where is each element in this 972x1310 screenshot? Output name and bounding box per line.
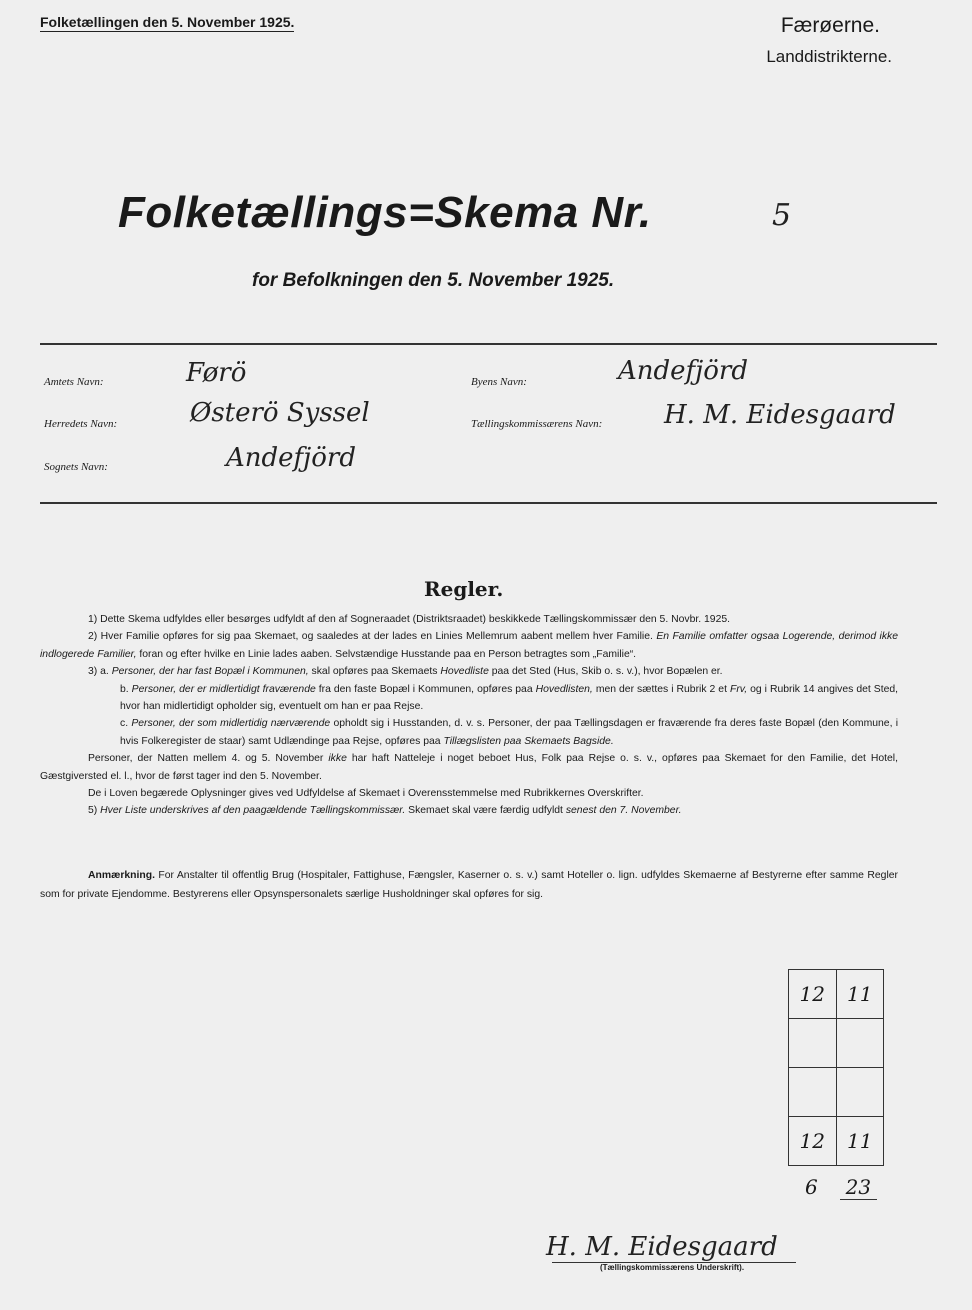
tally-row xyxy=(789,970,884,1019)
rule-3d-text-a: Personer, der Natten mellem 4. og 5. November xyxy=(88,753,324,765)
rule-3c-text-c: opholdt sig i Husstanden, d. v. s. Personer, der paa Tællingsdagen er fraværende fra deres faste Bopæl (den Kommune, i hvis Folkeregister de staar) samt Udlændinge paa Rejse, opføres paa xyxy=(120,718,899,747)
herred-label: Herredets Navn: xyxy=(44,418,118,430)
rule-5-text-c: Skemaet skal være færdig udfyldt xyxy=(408,805,563,817)
tally-cell xyxy=(836,970,884,1019)
rule-1 xyxy=(40,611,898,628)
rule-4 xyxy=(40,785,898,802)
tally-cell xyxy=(836,1019,884,1068)
rule-3a-marker: 3) a. xyxy=(88,666,109,678)
tally-cell xyxy=(836,1117,884,1166)
tally-cell xyxy=(836,1068,884,1117)
rule-5 xyxy=(40,802,898,819)
tally-grid xyxy=(788,969,884,1166)
rule-3c xyxy=(40,715,898,750)
rule-3b-text-b: Personer, der er midlertidigt fraværende xyxy=(131,683,316,695)
rule-3c-text-d: Tillægslisten paa Skemaets Bagside. xyxy=(443,735,614,747)
kommissaer-value: H. M. Eidesgaard xyxy=(664,400,896,430)
rule-3b-text-g: og i Rubrik 14 angives det Sted, hvor han midlertidigt opholder sig, eventuelt om han er paa Rejse. xyxy=(120,683,899,713)
rule-1-text: 1) Dette Skema udfyldes eller besørges udfyldt af den af Sogneraadet (Distriktsraadet) beskikkede Tællingskommissær den 5. Novbr. 1925. xyxy=(88,614,731,625)
rule-2-text-a: 2) Hver Familie opføres for sig paa Skemaet, og saaledes at der lades en Linies Mellemrum aabent mellem hver Familie. xyxy=(88,631,653,643)
rule-3a xyxy=(40,663,898,680)
header-region: Færøerne. xyxy=(780,14,880,37)
rule-3b-text-f: Frv, xyxy=(729,683,748,695)
rule-3a-text-c: skal opføres paa Skemaets xyxy=(311,666,438,678)
header-district-type: Landdistrikterne. xyxy=(766,47,892,66)
rule-3a-text-d: Hovedliste xyxy=(440,666,489,678)
rule-2 xyxy=(40,628,898,663)
rule-5-text-d: senest den 7. November. xyxy=(565,805,682,817)
tally-value: 12 xyxy=(799,982,825,1006)
rule-3d xyxy=(40,750,898,785)
tally-value: 12 xyxy=(799,1129,825,1153)
by-label: Byens Navn: xyxy=(471,376,527,388)
rule-4-text: De i Loven begærede Oplysninger gives ved Udfyldelse af Skemaet i Overensstemmelse med Rubrikkernes Overskrifter. xyxy=(88,788,644,800)
tally-value: 11 xyxy=(847,1129,873,1153)
rule-3c-marker: c. xyxy=(120,718,129,730)
kommissaer-label: Tællingskommissærens Navn: xyxy=(471,418,603,430)
sogn-value: Andefjörd xyxy=(226,443,356,473)
note-paragraph xyxy=(40,866,898,904)
tally-cell xyxy=(789,1019,837,1068)
rule-3d-text-c: har haft Natteleje i noget beboet Hus, Folk paa Rejse o. s. v., opføres paa Skemaet for den Familie, det Hotel, Gæstgiversted el. l., hvor de først tager ind den 5. November. xyxy=(40,753,898,782)
form-subtitle: for Befolkningen den 5. November 1925. xyxy=(252,270,615,291)
form-title: Folketællings=Skema Nr. xyxy=(118,188,652,237)
top-rule xyxy=(40,343,937,345)
rule-5-marker: 5) xyxy=(88,805,98,817)
tally-row xyxy=(789,1117,884,1166)
tally-total-row xyxy=(790,1168,882,1206)
tally-total-cell xyxy=(790,1168,833,1206)
tally-cell xyxy=(789,1117,837,1166)
rule-2-text-b: En Familie omfatter ogsaa Logerende, derimod ikke indlogerede Familier, xyxy=(40,631,898,660)
form-number: 5 xyxy=(772,198,792,233)
bottom-rule xyxy=(40,502,937,504)
note-text: For Anstalter til offentlig Brug (Hospitaler, Fattighuse, Fængsler, Kaserner o. s. v.) samt Hoteller o. lign. udfyldes Skemaerne af Bestyrerne efter samme Regler som for private Ejendomme. Bestyrerens eller Opsynspersonalets særlige Husholdninger skal opføres for sig. xyxy=(40,870,898,900)
rule-3b-text-d: Hovedlisten, xyxy=(535,683,593,695)
rule-5-text-b: Hver Liste underskrives af den paagældende Tællingskommissær. xyxy=(100,805,406,817)
amt-label: Amtets Navn: xyxy=(44,376,104,388)
rule-3b-marker: b. xyxy=(120,683,129,695)
rules-heading: Regler. xyxy=(424,577,504,601)
rule-3a-text-e: paa det Sted (Hus, Skib o. s. v.), hvor Bopælen er. xyxy=(491,666,723,678)
tally-row xyxy=(789,1019,884,1068)
tally-total xyxy=(788,1166,884,1208)
signature-caption: (Tællingskommissærens Underskrift). xyxy=(600,1263,745,1272)
rule-3b-text-c: fra den faste Bopæl i Kommunen, opføres paa xyxy=(318,683,533,695)
rule-2-text-c: foran og efter hvilke en Linie lades aaben. Selvstændige Husstande paa en Person betragtes som „Familie“. xyxy=(139,648,637,660)
rules-body xyxy=(40,611,898,820)
tally-cell xyxy=(789,1068,837,1117)
rule-3b xyxy=(40,681,898,716)
signature: H. M. Eidesgaard xyxy=(546,1232,778,1262)
rule-3a-text-b: Personer, der har fast Bopæl i Kommunen, xyxy=(111,666,309,678)
amt-value: Førö xyxy=(186,358,247,388)
herred-value: Østerö Syssel xyxy=(190,398,370,428)
rule-3c-text-b: Personer, der som midlertidig nærværende xyxy=(131,718,331,730)
tally-box xyxy=(788,969,884,1208)
tally-value: 11 xyxy=(847,982,873,1006)
rule-3b-text-e: men der sættes i Rubrik 2 et xyxy=(595,683,727,695)
tally-total-value: 23 xyxy=(840,1175,877,1200)
by-value: Andefjörd xyxy=(618,356,748,386)
note-label: Anmærkning. xyxy=(88,870,155,881)
tally-total-value: 6 xyxy=(805,1175,818,1199)
tally-row xyxy=(789,1068,884,1117)
rule-3d-text-b: ikke xyxy=(328,753,347,765)
tally-total-cell xyxy=(835,1168,882,1206)
header-census-date: Folketællingen den 5. November 1925. xyxy=(40,14,295,30)
tally-cell xyxy=(789,970,837,1019)
sogn-label: Sognets Navn: xyxy=(44,461,108,473)
